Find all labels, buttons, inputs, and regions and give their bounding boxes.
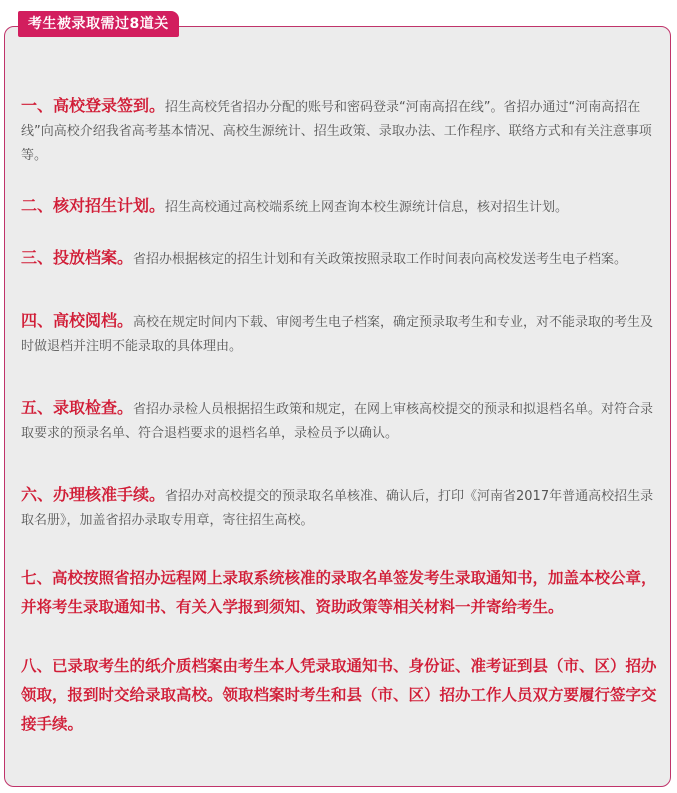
step-4 — [21, 309, 657, 359]
step-5-heading: 五、录取检查。 — [21, 398, 134, 417]
step-4-text: 高校在规定时间内下载、审阅考生电子档案，确定预录取考生和专业，对不能录取的考生及时做退档并注明不能录取的具体理由。 — [21, 315, 654, 354]
step-7: 七、高校按照省招办远程网上录取系统核准的录取名单签发考生录取通知书，加盖本校公章，并将考生录取通知书、有关入学报到须知、资助政策等相关材料一并寄给考生。 — [21, 569, 657, 616]
step-2 — [21, 194, 657, 220]
step-1-text: 招生高校凭省招办分配的账号和密码登录“河南高招在线”。省招办通过“河南高招在线”向高校介绍我省高考基本情况、高校生源统计、招生政策、录取办法、工作程序、联络方式和有关注意事项等。 — [21, 100, 652, 163]
step-5 — [21, 396, 657, 446]
step-6-heading: 六、办理核准手续。 — [21, 485, 166, 504]
step-8: 八、已录取考生的纸介质档案由考生本人凭录取通知书、身份证、准考证到县（市、区）招办领取，报到时交给录取高校。领取档案时考生和县（市、区）招办工作人员双方要履行签字交接手续。 — [21, 657, 657, 733]
step-3 — [21, 246, 657, 272]
steps-list — [21, 69, 657, 739]
step-1-heading: 一、高校登录签到。 — [21, 96, 166, 115]
step-4-heading: 四、高校阅档。 — [21, 311, 134, 330]
step-3-heading: 三、投放档案。 — [21, 248, 134, 267]
step-2-heading: 二、核对招生计划。 — [21, 196, 166, 215]
step-2-text: 招生高校通过高校端系统上网查询本校生源统计信息，核对招生计划。 — [165, 200, 569, 215]
step-3-text: 省招办根据核定的招生计划和有关政策按照录取工作时间表向高校发送考生电子档案。 — [133, 252, 628, 267]
step-6 — [21, 483, 657, 533]
step-5-text: 省招办录检人员根据招生政策和规定，在网上审核高校提交的预录和拟退档名单。对符合录取要求的预录名单、符合退档要求的退档名单，录检员予以确认。 — [21, 402, 654, 441]
content-panel — [4, 26, 671, 787]
step-1 — [21, 94, 657, 168]
title-tag: 考生被录取需过8道关 — [18, 11, 179, 37]
step-6-text: 省招办对高校提交的预录取名单核准、确认后，打印《河南省2017年普通高校招生录取名册》，加盖省招办录取专用章，寄往招生高校。 — [21, 489, 654, 528]
